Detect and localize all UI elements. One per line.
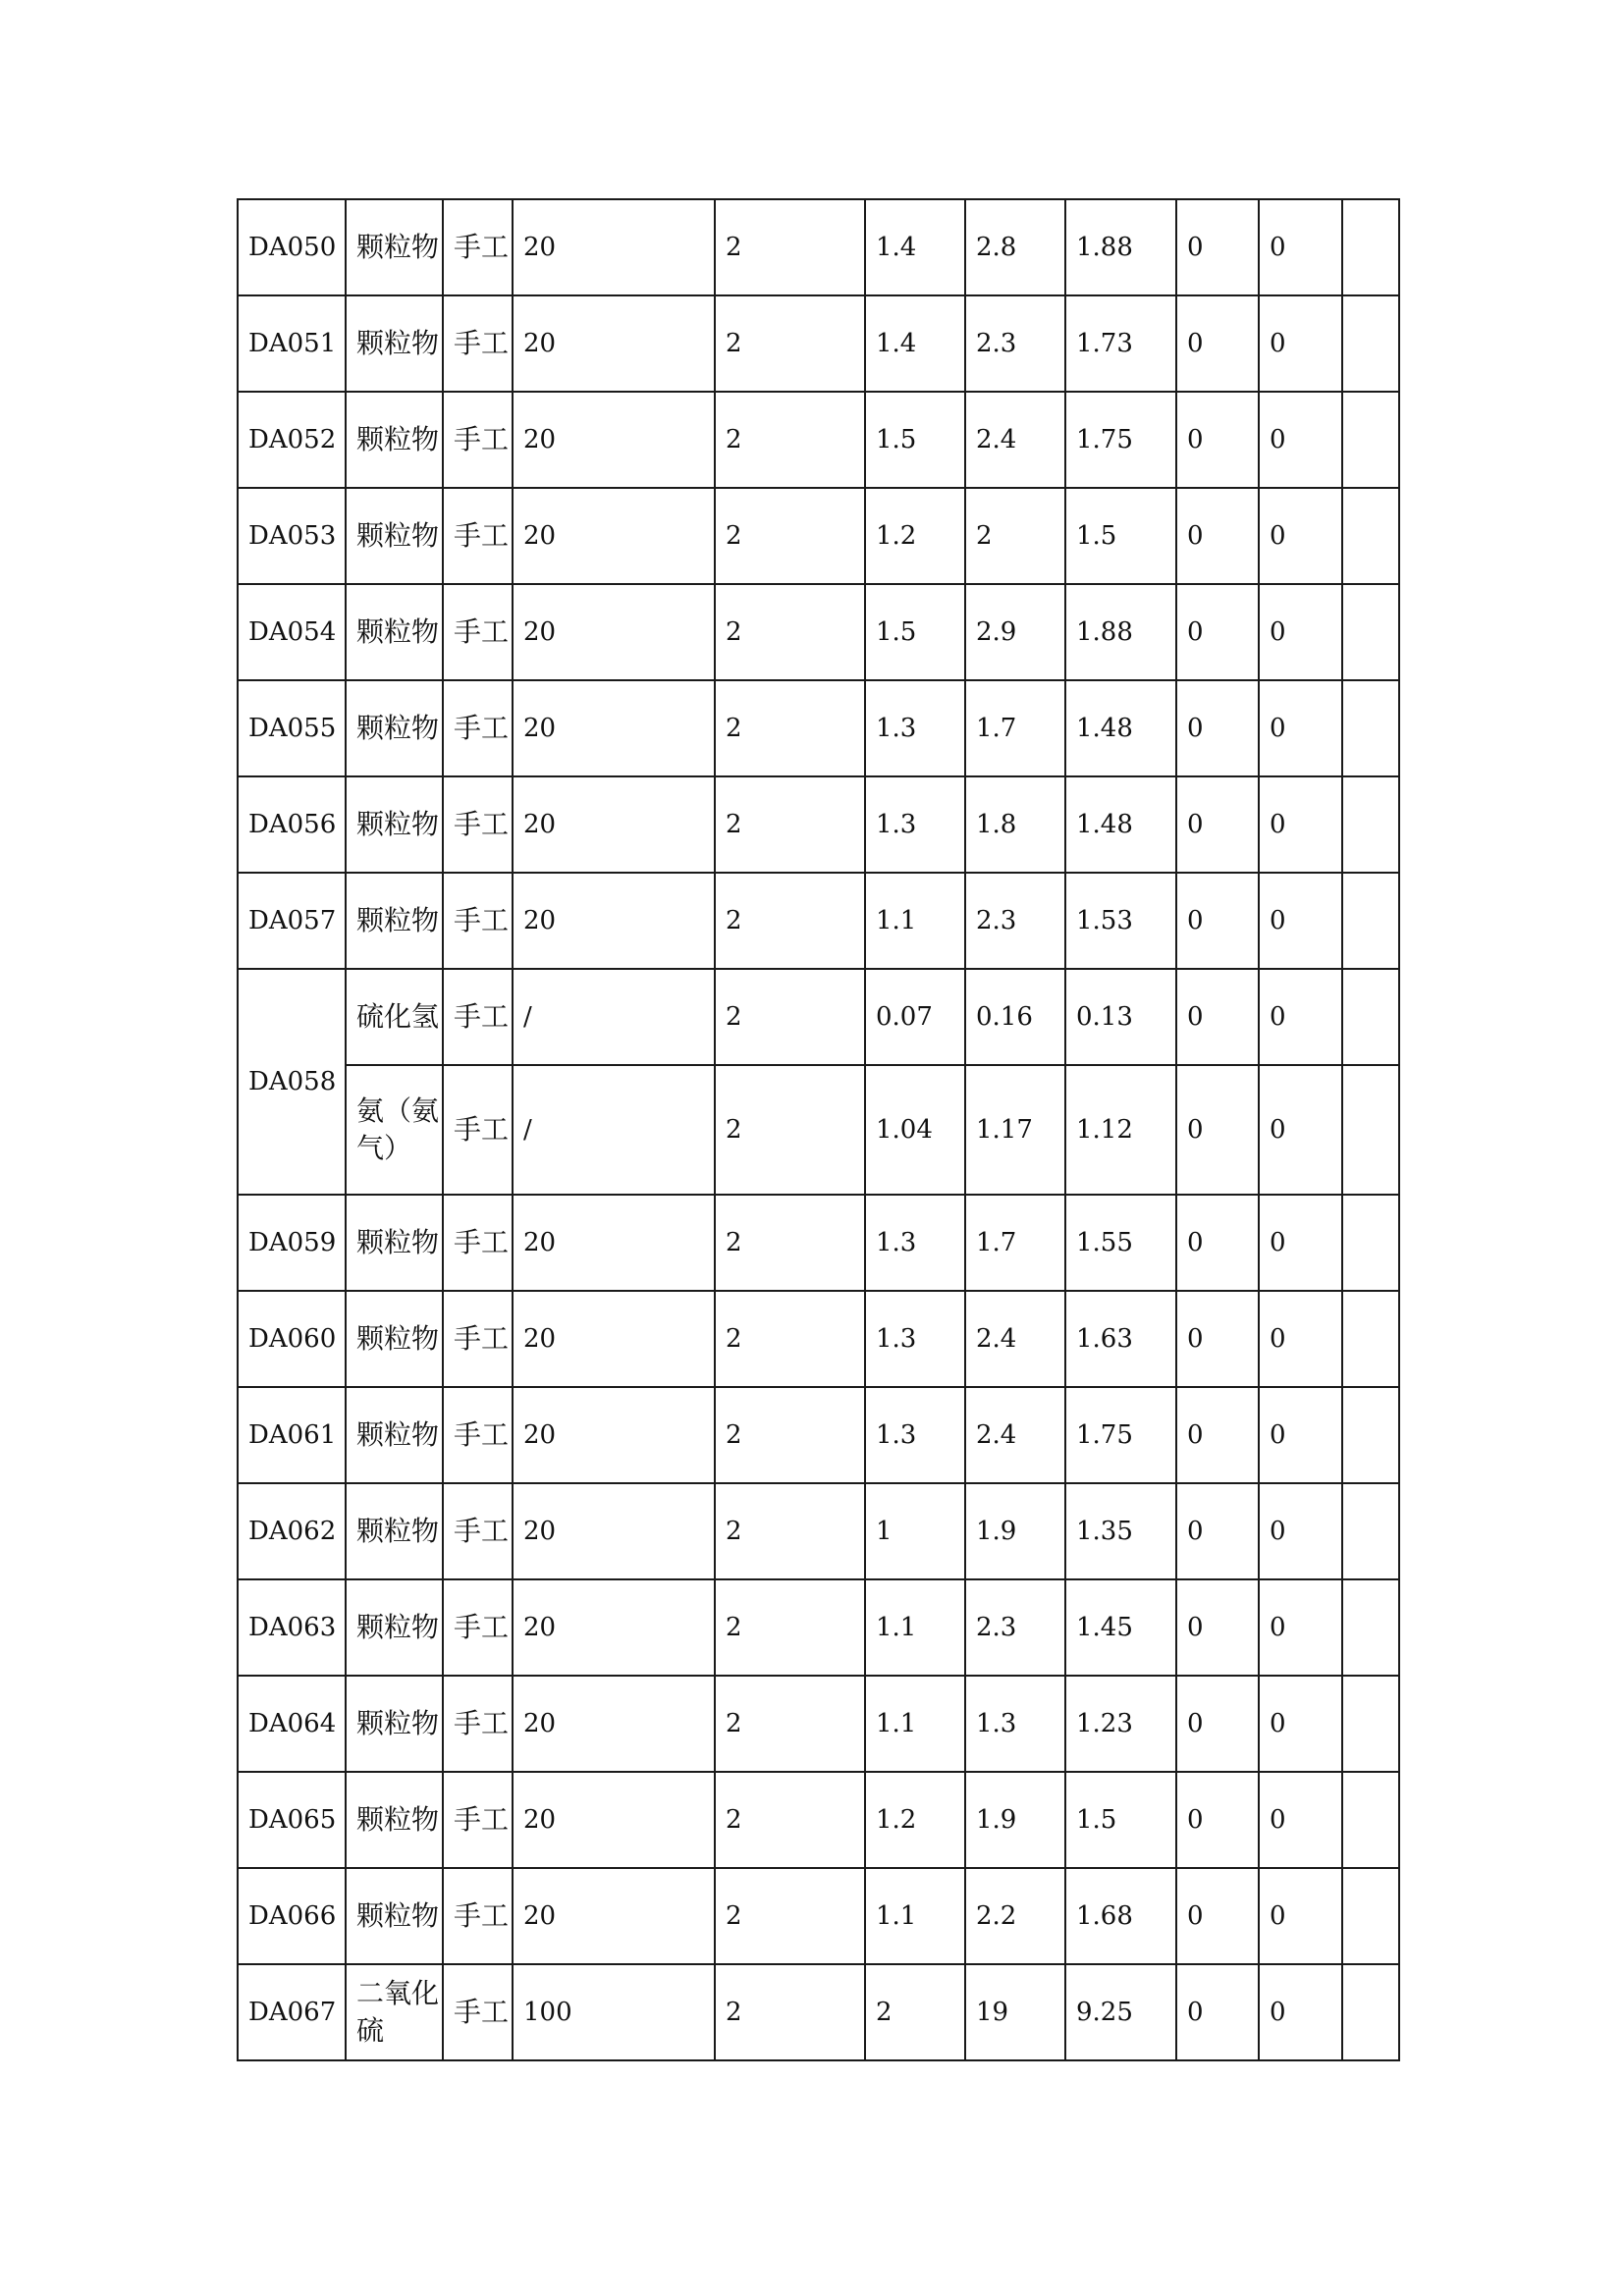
exceed-count-cell: 0 [1176, 969, 1259, 1065]
max-value-cell: 1.3 [965, 1676, 1065, 1772]
exceed-rate-cell: 0 [1259, 1195, 1342, 1291]
pollutant-cell: 颗粒物 [346, 1676, 443, 1772]
avg-value-cell: 1.48 [1065, 776, 1176, 873]
limit-cell: / [513, 969, 715, 1065]
exceed-count-cell: 0 [1176, 1195, 1259, 1291]
max-value-cell: 2.4 [965, 1387, 1065, 1483]
sample-count-cell: 2 [715, 1772, 865, 1868]
table-row [238, 1676, 1399, 1772]
remark-cell [1342, 1483, 1399, 1579]
exceed-rate-cell: 0 [1259, 1483, 1342, 1579]
min-value-cell: 1.1 [865, 1868, 965, 1964]
min-value-cell: 2 [865, 1964, 965, 2060]
avg-value-cell: 1.23 [1065, 1676, 1176, 1772]
method-cell: 手工 [443, 1065, 513, 1195]
remark-cell [1342, 488, 1399, 584]
sample-count-cell: 2 [715, 1676, 865, 1772]
pollutant-cell: 颗粒物 [346, 1291, 443, 1387]
avg-value-cell: 9.25 [1065, 1964, 1176, 2060]
table-row [238, 1964, 1399, 2060]
sample-count-cell: 2 [715, 680, 865, 776]
outlet-id-cell: DA052 [238, 392, 346, 488]
remark-cell [1342, 1065, 1399, 1195]
exceed-rate-cell: 0 [1259, 873, 1342, 969]
exceed-count-cell: 0 [1176, 1291, 1259, 1387]
pollutant-cell: 硫化氢 [346, 969, 443, 1065]
exceed-count-cell: 0 [1176, 680, 1259, 776]
sample-count-cell: 2 [715, 392, 865, 488]
avg-value-cell: 1.55 [1065, 1195, 1176, 1291]
limit-cell: 20 [513, 1195, 715, 1291]
exceed-rate-cell: 0 [1259, 1065, 1342, 1195]
avg-value-cell: 1.75 [1065, 1387, 1176, 1483]
min-value-cell: 0.07 [865, 969, 965, 1065]
avg-value-cell: 1.48 [1065, 680, 1176, 776]
method-cell: 手工 [443, 873, 513, 969]
avg-value-cell: 1.53 [1065, 873, 1176, 969]
exceed-rate-cell: 0 [1259, 1772, 1342, 1868]
max-value-cell: 1.9 [965, 1772, 1065, 1868]
max-value-cell: 2.2 [965, 1868, 1065, 1964]
min-value-cell: 1.1 [865, 1676, 965, 1772]
method-cell: 手工 [443, 1676, 513, 1772]
avg-value-cell: 1.75 [1065, 392, 1176, 488]
min-value-cell: 1.2 [865, 488, 965, 584]
exceed-rate-cell: 0 [1259, 295, 1342, 392]
avg-value-cell: 1.12 [1065, 1065, 1176, 1195]
sample-count-cell: 2 [715, 1868, 865, 1964]
table-row [238, 1195, 1399, 1291]
limit-cell: 20 [513, 199, 715, 295]
max-value-cell: 2.8 [965, 199, 1065, 295]
avg-value-cell: 1.88 [1065, 199, 1176, 295]
max-value-cell: 2.3 [965, 873, 1065, 969]
remark-cell [1342, 1579, 1399, 1676]
remark-cell [1342, 680, 1399, 776]
method-cell: 手工 [443, 1579, 513, 1676]
sample-count-cell: 2 [715, 1387, 865, 1483]
remark-cell [1342, 295, 1399, 392]
sample-count-cell: 2 [715, 1483, 865, 1579]
avg-value-cell: 0.13 [1065, 969, 1176, 1065]
max-value-cell: 2.4 [965, 1291, 1065, 1387]
outlet-id-cell: DA054 [238, 584, 346, 680]
exceed-count-cell: 0 [1176, 776, 1259, 873]
method-cell: 手工 [443, 295, 513, 392]
outlet-id-cell: DA050 [238, 199, 346, 295]
method-cell: 手工 [443, 1291, 513, 1387]
limit-cell: 20 [513, 1772, 715, 1868]
max-value-cell: 1.9 [965, 1483, 1065, 1579]
max-value-cell: 1.7 [965, 1195, 1065, 1291]
outlet-id-cell: DA066 [238, 1868, 346, 1964]
max-value-cell: 0.16 [965, 969, 1065, 1065]
exceed-count-cell: 0 [1176, 1065, 1259, 1195]
exceed-count-cell: 0 [1176, 1676, 1259, 1772]
table-row [238, 873, 1399, 969]
method-cell: 手工 [443, 680, 513, 776]
exceed-count-cell: 0 [1176, 584, 1259, 680]
remark-cell [1342, 873, 1399, 969]
min-value-cell: 1.4 [865, 199, 965, 295]
method-cell: 手工 [443, 1868, 513, 1964]
pollutant-cell: 颗粒物 [346, 199, 443, 295]
exceed-rate-cell: 0 [1259, 488, 1342, 584]
avg-value-cell: 1.5 [1065, 488, 1176, 584]
min-value-cell: 1.1 [865, 1579, 965, 1676]
pollutant-cell: 颗粒物 [346, 680, 443, 776]
sample-count-cell: 2 [715, 199, 865, 295]
remark-cell [1342, 1676, 1399, 1772]
remark-cell [1342, 392, 1399, 488]
min-value-cell: 1.3 [865, 1291, 965, 1387]
pollutant-cell: 二氧化硫 [346, 1964, 443, 2060]
exceed-rate-cell: 0 [1259, 1964, 1342, 2060]
limit-cell: 20 [513, 1291, 715, 1387]
method-cell: 手工 [443, 199, 513, 295]
min-value-cell: 1.3 [865, 680, 965, 776]
limit-cell: 20 [513, 1483, 715, 1579]
outlet-id-cell: DA063 [238, 1579, 346, 1676]
method-cell: 手工 [443, 392, 513, 488]
table-row [238, 584, 1399, 680]
max-value-cell: 2.9 [965, 584, 1065, 680]
exceed-rate-cell: 0 [1259, 584, 1342, 680]
exceed-count-cell: 0 [1176, 392, 1259, 488]
outlet-id-cell: DA056 [238, 776, 346, 873]
avg-value-cell: 1.63 [1065, 1291, 1176, 1387]
limit-cell: 20 [513, 584, 715, 680]
remark-cell [1342, 1964, 1399, 2060]
pollutant-cell: 颗粒物 [346, 1579, 443, 1676]
sample-count-cell: 2 [715, 295, 865, 392]
pollutant-cell: 颗粒物 [346, 1195, 443, 1291]
avg-value-cell: 1.88 [1065, 584, 1176, 680]
pollutant-cell: 颗粒物 [346, 776, 443, 873]
remark-cell [1342, 199, 1399, 295]
min-value-cell: 1.04 [865, 1065, 965, 1195]
table-row [238, 680, 1399, 776]
method-cell: 手工 [443, 776, 513, 873]
sample-count-cell: 2 [715, 1964, 865, 2060]
min-value-cell: 1 [865, 1483, 965, 1579]
min-value-cell: 1.3 [865, 1195, 965, 1291]
remark-cell [1342, 1195, 1399, 1291]
pollutant-cell: 颗粒物 [346, 392, 443, 488]
remark-cell [1342, 1868, 1399, 1964]
sample-count-cell: 2 [715, 1579, 865, 1676]
exceed-rate-cell: 0 [1259, 199, 1342, 295]
outlet-id-cell: DA051 [238, 295, 346, 392]
max-value-cell: 2 [965, 488, 1065, 584]
max-value-cell: 2.4 [965, 392, 1065, 488]
outlet-id-cell: DA058 [238, 969, 346, 1195]
limit-cell: 100 [513, 1964, 715, 2060]
table-row [238, 1579, 1399, 1676]
outlet-id-cell: DA061 [238, 1387, 346, 1483]
exceed-rate-cell: 0 [1259, 1387, 1342, 1483]
table-row [238, 1291, 1399, 1387]
table-row [238, 969, 1399, 1065]
max-value-cell: 2.3 [965, 1579, 1065, 1676]
remark-cell [1342, 1772, 1399, 1868]
table-row [238, 1483, 1399, 1579]
sample-count-cell: 2 [715, 1195, 865, 1291]
max-value-cell: 2.3 [965, 295, 1065, 392]
pollutant-cell: 颗粒物 [346, 1483, 443, 1579]
table-row [238, 1868, 1399, 1964]
exceed-count-cell: 0 [1176, 1387, 1259, 1483]
pollutant-cell: 颗粒物 [346, 873, 443, 969]
method-cell: 手工 [443, 584, 513, 680]
method-cell: 手工 [443, 969, 513, 1065]
outlet-id-cell: DA057 [238, 873, 346, 969]
limit-cell: 20 [513, 1579, 715, 1676]
exceed-rate-cell: 0 [1259, 392, 1342, 488]
sample-count-cell: 2 [715, 584, 865, 680]
exceed-count-cell: 0 [1176, 873, 1259, 969]
method-cell: 手工 [443, 1772, 513, 1868]
avg-value-cell: 1.73 [1065, 295, 1176, 392]
remark-cell [1342, 969, 1399, 1065]
exceed-rate-cell: 0 [1259, 776, 1342, 873]
pollutant-cell: 氨（氨气） [346, 1065, 443, 1195]
avg-value-cell: 1.35 [1065, 1483, 1176, 1579]
table-row [238, 1772, 1399, 1868]
table-row [238, 488, 1399, 584]
sample-count-cell: 2 [715, 1065, 865, 1195]
max-value-cell: 1.7 [965, 680, 1065, 776]
exceed-rate-cell: 0 [1259, 680, 1342, 776]
outlet-id-cell: DA060 [238, 1291, 346, 1387]
min-value-cell: 1.3 [865, 776, 965, 873]
limit-cell: 20 [513, 1868, 715, 1964]
table-row [238, 1387, 1399, 1483]
exceed-rate-cell: 0 [1259, 969, 1342, 1065]
table-row [238, 295, 1399, 392]
table-row [238, 1065, 1399, 1195]
limit-cell: 20 [513, 1676, 715, 1772]
avg-value-cell: 1.45 [1065, 1579, 1176, 1676]
exceed-rate-cell: 0 [1259, 1676, 1342, 1772]
pollutant-cell: 颗粒物 [346, 1387, 443, 1483]
min-value-cell: 1.2 [865, 1772, 965, 1868]
remark-cell [1342, 1291, 1399, 1387]
max-value-cell: 1.8 [965, 776, 1065, 873]
method-cell: 手工 [443, 488, 513, 584]
limit-cell: 20 [513, 776, 715, 873]
min-value-cell: 1.5 [865, 392, 965, 488]
limit-cell: 20 [513, 873, 715, 969]
exceed-rate-cell: 0 [1259, 1868, 1342, 1964]
limit-cell: 20 [513, 1387, 715, 1483]
avg-value-cell: 1.68 [1065, 1868, 1176, 1964]
method-cell: 手工 [443, 1964, 513, 2060]
limit-cell: 20 [513, 392, 715, 488]
pollutant-cell: 颗粒物 [346, 1772, 443, 1868]
sample-count-cell: 2 [715, 873, 865, 969]
outlet-id-cell: DA062 [238, 1483, 346, 1579]
max-value-cell: 1.17 [965, 1065, 1065, 1195]
exceed-count-cell: 0 [1176, 1579, 1259, 1676]
sample-count-cell: 2 [715, 776, 865, 873]
exceed-count-cell: 0 [1176, 1868, 1259, 1964]
sample-count-cell: 2 [715, 1291, 865, 1387]
avg-value-cell: 1.5 [1065, 1772, 1176, 1868]
pollutant-cell: 颗粒物 [346, 584, 443, 680]
monitoring-results-table [237, 198, 1400, 2061]
remark-cell [1342, 584, 1399, 680]
method-cell: 手工 [443, 1483, 513, 1579]
exceed-count-cell: 0 [1176, 1964, 1259, 2060]
pollutant-cell: 颗粒物 [346, 295, 443, 392]
min-value-cell: 1.3 [865, 1387, 965, 1483]
table-row [238, 776, 1399, 873]
limit-cell: 20 [513, 295, 715, 392]
exceed-rate-cell: 0 [1259, 1291, 1342, 1387]
pollutant-cell: 颗粒物 [346, 488, 443, 584]
min-value-cell: 1.5 [865, 584, 965, 680]
exceed-count-cell: 0 [1176, 1772, 1259, 1868]
sample-count-cell: 2 [715, 488, 865, 584]
exceed-rate-cell: 0 [1259, 1579, 1342, 1676]
pollutant-cell: 颗粒物 [346, 1868, 443, 1964]
outlet-id-cell: DA053 [238, 488, 346, 584]
remark-cell [1342, 1387, 1399, 1483]
outlet-id-cell: DA065 [238, 1772, 346, 1868]
outlet-id-cell: DA055 [238, 680, 346, 776]
exceed-count-cell: 0 [1176, 295, 1259, 392]
table-body [238, 199, 1399, 2060]
min-value-cell: 1.1 [865, 873, 965, 969]
table-row [238, 199, 1399, 295]
outlet-id-cell: DA059 [238, 1195, 346, 1291]
exceed-count-cell: 0 [1176, 1483, 1259, 1579]
limit-cell: 20 [513, 488, 715, 584]
max-value-cell: 19 [965, 1964, 1065, 2060]
table-row [238, 392, 1399, 488]
outlet-id-cell: DA067 [238, 1964, 346, 2060]
remark-cell [1342, 776, 1399, 873]
exceed-count-cell: 0 [1176, 199, 1259, 295]
method-cell: 手工 [443, 1387, 513, 1483]
sample-count-cell: 2 [715, 969, 865, 1065]
outlet-id-cell: DA064 [238, 1676, 346, 1772]
limit-cell: / [513, 1065, 715, 1195]
exceed-count-cell: 0 [1176, 488, 1259, 584]
min-value-cell: 1.4 [865, 295, 965, 392]
limit-cell: 20 [513, 680, 715, 776]
method-cell: 手工 [443, 1195, 513, 1291]
